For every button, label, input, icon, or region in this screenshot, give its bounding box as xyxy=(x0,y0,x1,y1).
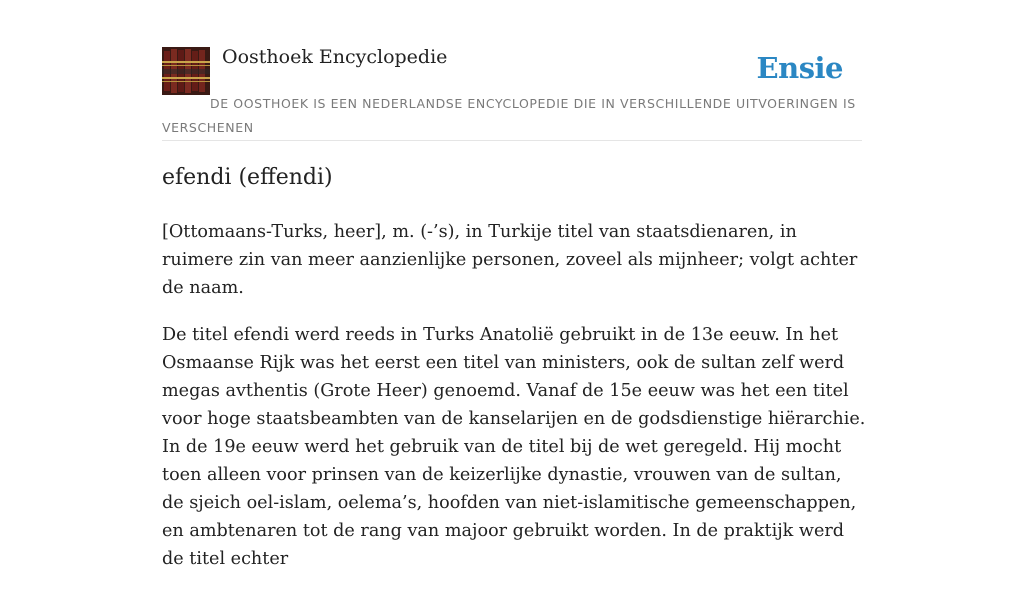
entry-paragraph: [Ottomaans-Turks, heer], m. (-’s), in Turkije titel van staatsdienaren, in ruimere zin van meer aanzienlijke personen, zoveel als mijnheer; volgt achter de naam. xyxy=(162,222,858,298)
site-avatar[interactable] xyxy=(162,47,210,95)
entry-content xyxy=(162,160,868,592)
entry-paragraph: De titel efendi werd reeds in Turks Anatolië gebruikt in de 13e eeuw. In het Osmaanse Rijk was het eerst een titel van ministers, ook de sultan zelf werd megas avthentis (Grote Heer) genoemd. Vanaf de 15e eeuw was het een titel voor hoge staatsbeambten van de kanselarijen en de godsdienstige hiërarchie. In de 19e eeuw werd het gebruik van de titel bij de wet geregeld. Hij mocht toen alleen voor prinsen van de keizerlijke dynastie, vrouwen van de sultan, de sjeich oel-islam, oelema’s, hoofden van niet-islamitische gemeenschappen, en ambtenaren tot de rang van majoor gebruikt worden. In de praktijk werd de titel echter xyxy=(162,325,866,569)
brand-logo[interactable]: Ensie xyxy=(756,51,843,85)
entry-title: efendi (effendi) xyxy=(162,165,333,190)
site-tagline: DE OOSTHOEK IS EEN NEDERLANDSE ENCYCLOPEDIE DIE IN VERSCHILLENDE UITVOERINGEN IS VERSCHENEN xyxy=(162,96,856,135)
site-title[interactable]: Oosthoek Encyclopedie xyxy=(222,46,448,68)
site-header xyxy=(162,46,862,141)
encyclopedia-books-icon xyxy=(162,47,210,95)
